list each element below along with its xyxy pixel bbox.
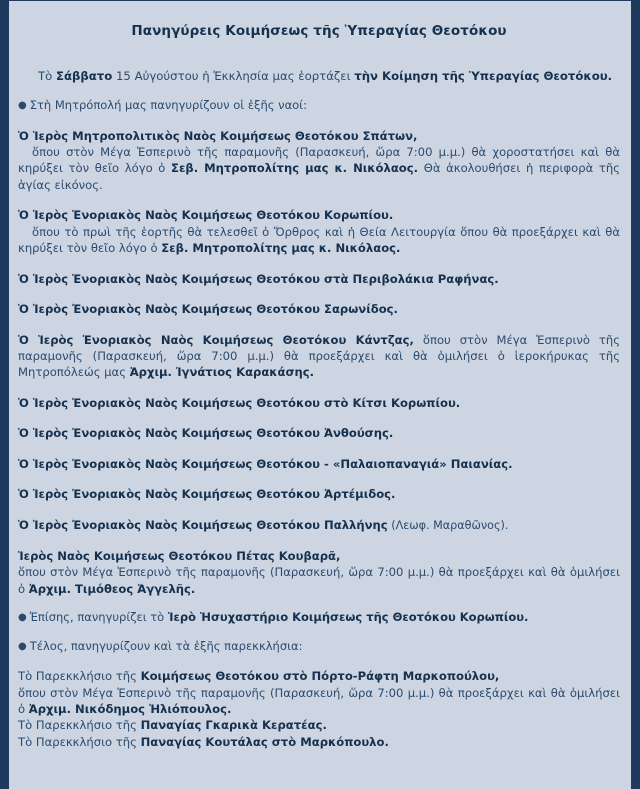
intro-bold-saturday: Σάββατο: [56, 69, 113, 84]
intro-part1: Τὸ: [38, 69, 57, 84]
chapel-item-bold: Παναγίας Γκαρικὰ Κερατέας.: [140, 718, 327, 733]
chapel-entry-body: [18, 685, 620, 718]
church-entry-body-bold: Ἀρχιμ. Τιμόθεος Ἀγγελῆς.: [28, 581, 196, 596]
page-title: Πανηγύρεις Κοιμήσεως τῆς Ὑπεραγίας Θεοτόκου: [131, 23, 507, 39]
church-entry-body: [18, 144, 620, 193]
bullet-also-plain: Ἐπίσης, πανηγυρίζει τὸ: [29, 610, 168, 625]
church-entry-body-a: ὅπου στὸν Μέγα Ἑσπερινὸ τῆς παραμονῆς (Παρασκευή, ὥρα 7:00 μ.μ.) θὰ προεξάρχει καὶ θὰ ὁμιλήσει ὁ ἱεροκήρυκας τῆς Μητροπόλεώς μας: [18, 332, 621, 380]
church-entry-head: Ἱερὸς Ναὸς Κοιμήσεως Θεοτόκου Πέτας Κουβαρᾶ,: [18, 548, 341, 563]
chapel-list: [18, 668, 620, 750]
church-entry: [18, 128, 620, 194]
chapel-list-item: [18, 734, 620, 750]
church-entry-body-bold: Ἀρχιμ. Ἰγνάτιος Καρακάσης.: [129, 365, 315, 380]
church-entry: [18, 486, 620, 502]
church-entry-head: Ὁ Ἱερὸς Ἐνοριακὸς Ναὸς Κοιμήσεως Θεοτόκου Ἀρτέμιδος.: [18, 487, 396, 502]
church-entry: [18, 456, 620, 472]
church-entry-head: Ὁ Ἱερὸς Ἐνοριακὸς Ναὸς Κοιμήσεως Θεοτόκου Παλλήνης: [18, 517, 388, 532]
church-entry-head: Ὁ Ἱερὸς Ἐνοριακὸς Ναὸς Κοιμήσεως Θεοτόκου Κορωπίου.: [18, 208, 394, 223]
church-entry-head: Ὁ Ἱερὸς Μητροπολιτικὸς Ναὸς Κοιμήσεως Θεοτόκου Σπάτων,: [18, 128, 418, 143]
church-entry-body-a: ὅπου στὸν Μέγα Ἑσπερινὸ τῆς παραμονῆς (Παρασκευή, ὥρα 7:00 μ.μ.) θὰ προεξάρχει καὶ θὰ ὁμιλήσει ὁ: [18, 565, 620, 596]
bullet-finally-text: Τέλος, πανηγυρίζουν καὶ τὰ ἑξῆς παρεκκλήσια:: [29, 638, 303, 653]
document-body: [9, 1, 631, 750]
chapel-body-a: ὅπου στὸν Μέγα Ἑσπερινὸ τῆς παραμονῆς (Παρασκευή, ὥρα 7:00 μ.μ.) θὰ προεξάρχει καὶ θὰ ὁμιλήσει ὁ: [18, 685, 620, 716]
church-entry-head: Ὁ Ἱερὸς Ἐνοριακὸς Ναὸς Κοιμήσεως Θεοτόκου στὰ Περιβολάκια Ραφήνας.: [18, 271, 499, 286]
church-entry-head: Ὁ Ἱερὸς Ἐνοριακὸς Ναὸς Κοιμήσεως Θεοτόκου στὸ Κίτσι Κορωπίου.: [18, 395, 461, 410]
church-entry-body: [18, 224, 620, 257]
chapel-head-bold: Κοιμήσεως Θεοτόκου στὸ Πόρτο-Ράφτη Μαρκοπούλου,: [140, 669, 500, 684]
church-entry-body-a: ὅπου στὸν Μέγα Ἑσπερινὸ τῆς παραμονῆς (Παρασκευή, ὥρα 7:00 μ.μ.) θὰ χοροστατήσει καὶ θὰ κηρύξει τὸν θεῖο λόγο ὁ: [18, 144, 620, 176]
church-entry: [18, 548, 620, 597]
church-entry-head: Ὁ Ἱερὸς Ἐνοριακὸς Ναὸς Κοιμήσεως Θεοτόκου Κάντζας,: [18, 332, 414, 347]
chapel-list-item: [18, 717, 620, 733]
chapel-item-plain: Τὸ Παρεκκλήσιο τῆς: [18, 718, 141, 733]
bullet-dot-icon: ●: [18, 640, 27, 652]
church-entry-body-bold: Σεβ. Μητροπολίτης μας κ. Νικόλαος.: [171, 161, 419, 176]
church-entry-body: [18, 564, 620, 597]
church-entry: [18, 517, 620, 534]
chapel-head-plain: Τὸ Παρεκκλήσιο τῆς: [18, 669, 141, 684]
intro-paragraph: [18, 69, 620, 85]
church-entry-head: Ὁ Ἱερὸς Ἐνοριακὸς Ναὸς Κοιμήσεως Θεοτόκου Σαρωνίδος.: [18, 302, 398, 317]
church-entry: [18, 425, 620, 441]
chapel-entry-head: [18, 669, 499, 683]
intro-bold-feast: τὴν Κοίμηση τῆς Ὑπεραγίας Θεοτόκου.: [354, 69, 613, 84]
church-entry: [18, 207, 620, 256]
bullet-dot-icon: ●: [18, 99, 27, 111]
church-entry-body-a: (Λεωφ. Μαραθῶνος).: [387, 518, 509, 532]
church-entry: [18, 301, 620, 317]
bullet-also-line: [18, 610, 620, 626]
chapel-item-bold: Παναγίας Κουτάλας στὸ Μαρκόπουλο.: [140, 734, 389, 749]
church-entry-head: Ὁ Ἱερὸς Ἐνοριακὸς Ναὸς Κοιμήσεως Θεοτόκου - «Παλαιοπαναγιά» Παιανίας.: [18, 456, 513, 471]
intro-part2: 15 Αὐγούστου ἡ Ἐκκλησία μας ἑορτάζει: [112, 69, 355, 84]
bullet-intro-text: Στὴ Μητρόπολή μας πανηγυρίζουν οἱ ἑξῆς ναοί:: [29, 97, 307, 112]
chapel-item-plain: Τὸ Παρεκκλήσιο τῆς: [18, 734, 141, 749]
chapel-body-bold: Ἀρχιμ. Νικόδημος Ἠλιόπουλος.: [28, 701, 232, 716]
church-entry: [18, 395, 620, 411]
bullet-finally-line: [18, 639, 620, 655]
church-entry-body-b: Θὰ ἀκολουθήσει ἡ περιφορὰ τῆς ἁγίας εἰκόνος.: [18, 161, 620, 192]
church-entry-head: Ὁ Ἱερὸς Ἐνοριακὸς Ναὸς Κοιμήσεως Θεοτόκου Ἀνθούσης.: [18, 426, 394, 441]
church-entry-body-bold: Σεβ. Μητροπολίτης μας κ. Νικόλαος.: [161, 241, 401, 256]
bullet-intro-line: [18, 98, 620, 114]
church-entry: [18, 271, 620, 287]
church-entry-body-a: ὅπου τὸ πρωὶ τῆς ἑορτῆς θὰ τελεσθεῖ ὁ Ὄρθρος καὶ ἡ Θεία Λειτουργία ὅπου θὰ προεξάρχει καὶ θὰ κηρύξει τὸν θεῖο λόγο ὁ: [18, 224, 620, 256]
bullet-also-bold: Ἱερὸ Ἡσυχαστήριο Κοιμήσεως τῆς Θεοτόκου Κορωπίου.: [167, 610, 529, 625]
church-entry: [18, 332, 620, 381]
bullet-dot-icon: ●: [18, 612, 27, 624]
